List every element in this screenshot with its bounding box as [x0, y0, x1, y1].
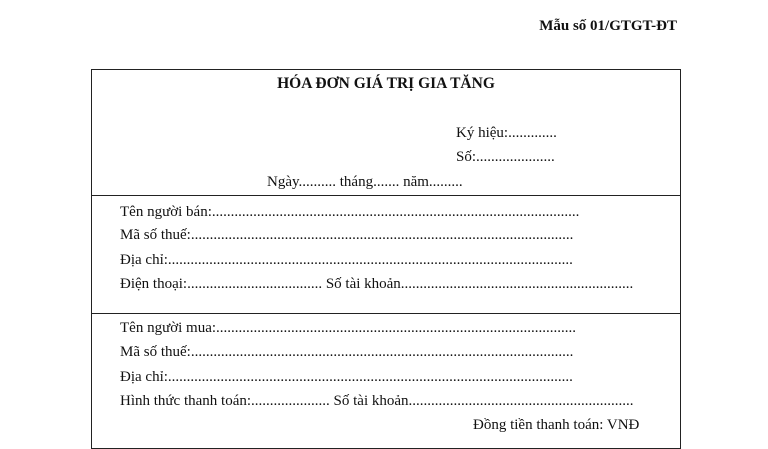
buyer-address: Địa chỉ:............................................................................................................ — [120, 369, 573, 385]
buyer-tax-code: Mã số thuế:...................................................................................................... — [120, 344, 574, 360]
invoice-title: HÓA ĐƠN GIÁ TRỊ GIA TĂNG — [277, 75, 495, 92]
payment-currency: Đồng tiền thanh toán: VNĐ — [473, 417, 640, 433]
form-code: Mẫu số 01/GTGT-ĐT — [539, 18, 677, 34]
invoice-number: Số:..................... — [456, 149, 555, 165]
invoice-date: Ngày.......... tháng....... năm......... — [267, 174, 463, 190]
buyer-payment-account: Hình thức thanh toán:..................... Số tài khoản............................................................ — [120, 393, 634, 409]
buyer-name: Tên người mua:................................................................................................ — [120, 320, 577, 336]
section-divider — [92, 313, 680, 314]
seller-phone-account: Điện thoại:.................................... Số tài khoản.............................................................. — [120, 276, 634, 292]
seller-name: Tên người bán:.................................................................................................. — [120, 204, 580, 220]
invoice-symbol: Ký hiệu:............. — [456, 125, 557, 141]
seller-address: Địa chỉ:............................................................................................................ — [120, 252, 573, 268]
seller-tax-code: Mã số thuế:...................................................................................................... — [120, 227, 574, 243]
invoice-form — [91, 69, 681, 449]
section-divider — [92, 195, 680, 196]
